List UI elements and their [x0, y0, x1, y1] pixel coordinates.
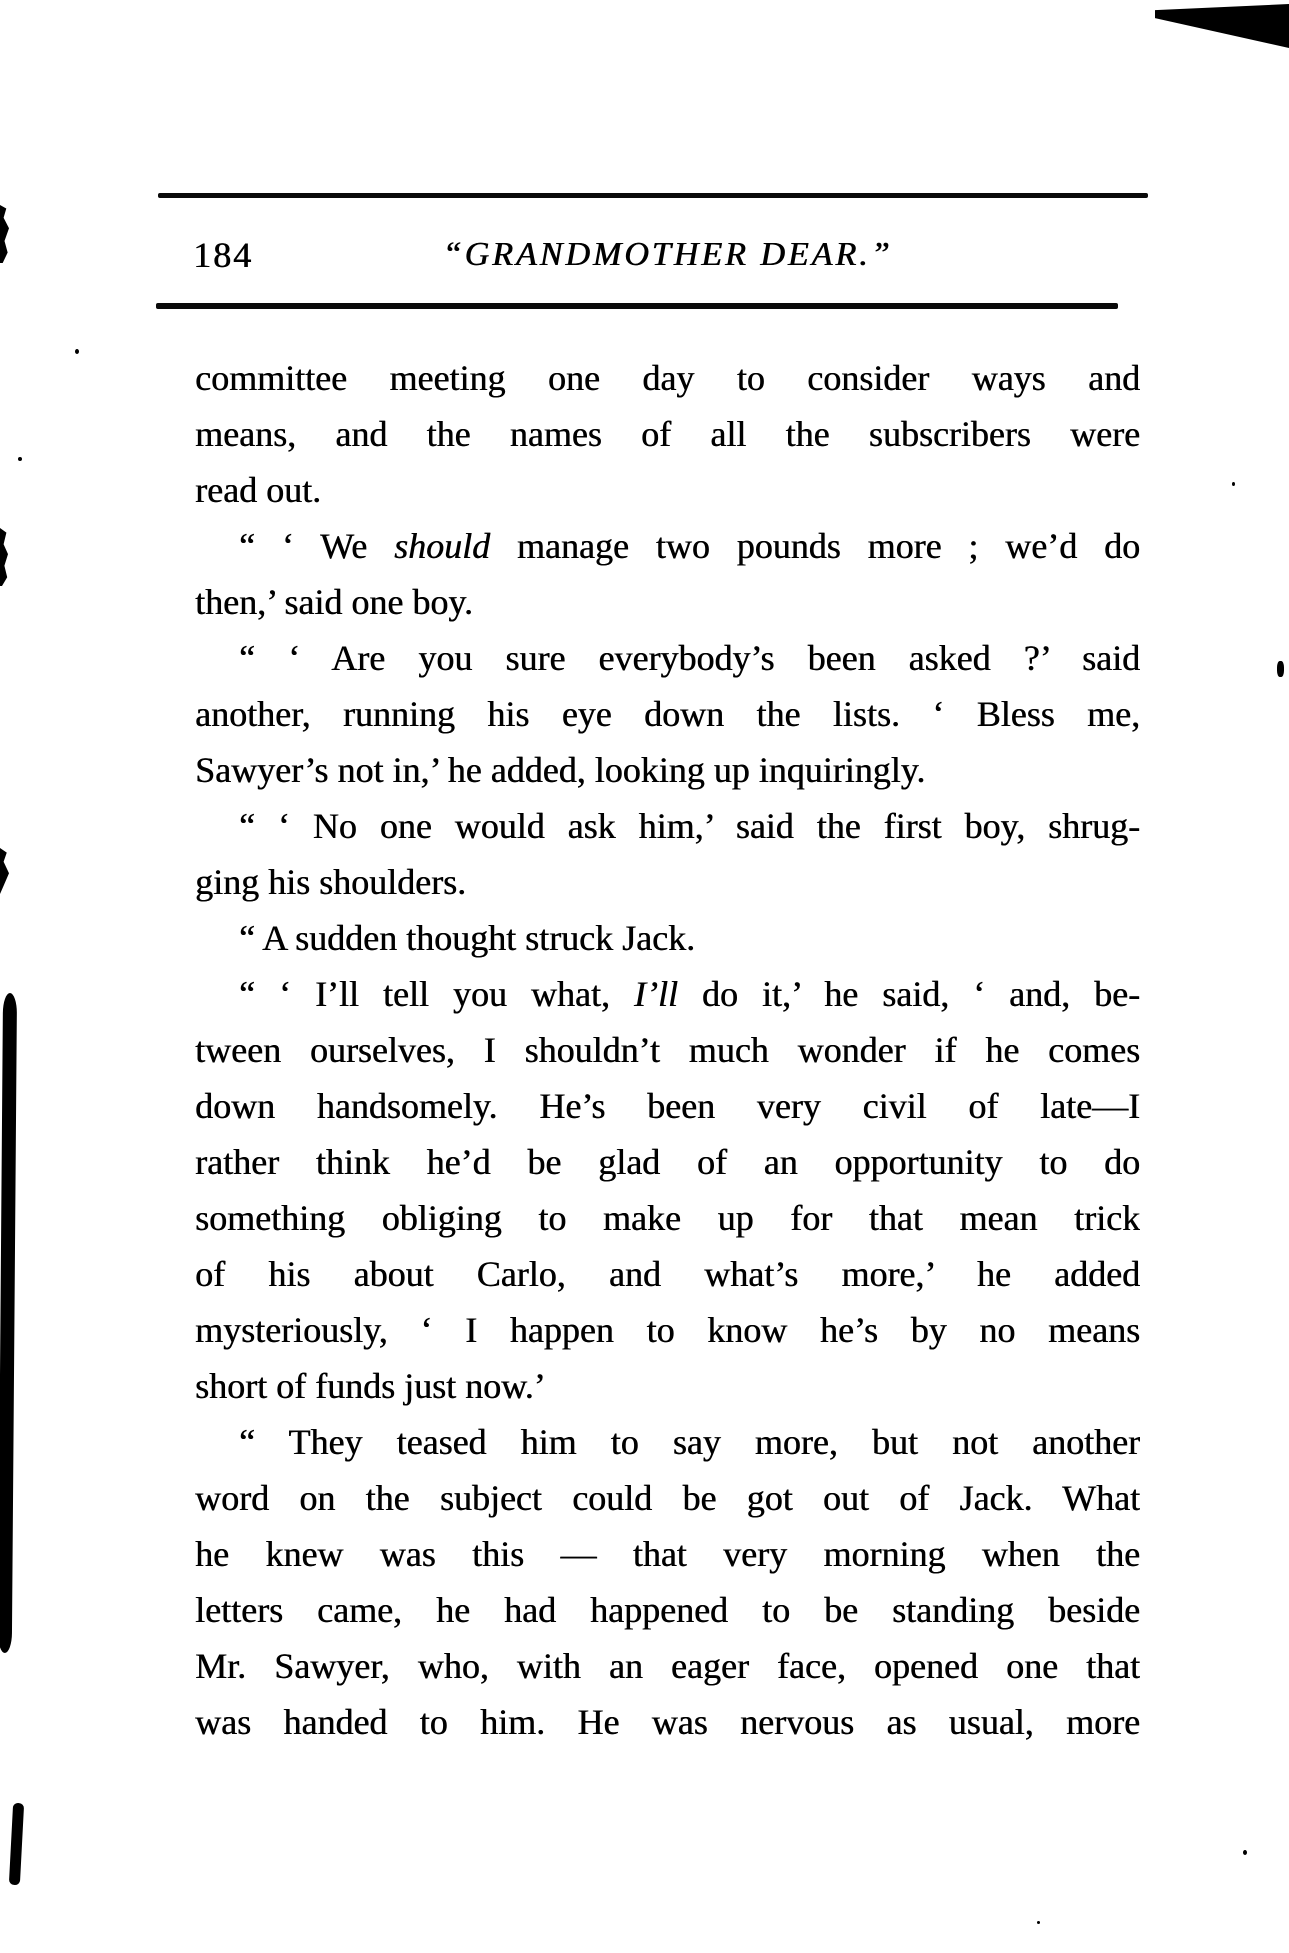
scan-artifact-left-bar-2	[9, 1803, 24, 1885]
text-line: Mr. Sawyer, who, with an eager face, opened one that	[195, 1646, 1140, 1686]
text-line: tween ourselves, I shouldn’t much wonder if he comes	[195, 1030, 1140, 1070]
scan-artifact-speck-4	[1277, 661, 1284, 677]
text-line: word on the subject could be got out of Jack. What	[195, 1478, 1140, 1518]
running-title: “GRANDMOTHER DEAR.”	[442, 236, 893, 273]
text-line: “ ‘ I’ll tell you what, I’ll do it,’ he said, ‘ and, be-	[239, 974, 1140, 1014]
text-line: short of funds just now.’	[195, 1366, 546, 1406]
text-line: letters came, he had happened to be standing beside	[195, 1590, 1140, 1630]
scan-artifact-speck-2	[18, 457, 22, 461]
text-line: committee meeting one day to consider ways and	[195, 358, 1140, 398]
text-line: “ ‘ Are you sure everybody’s been asked ?’ said	[239, 638, 1140, 678]
header-rule-bottom	[156, 303, 1118, 309]
text-line: “ ‘ We should manage two pounds more ; we’d do	[239, 526, 1140, 566]
text-line: means, and the names of all the subscribers were	[195, 414, 1140, 454]
text-line: was handed to him. He was nervous as usual, more	[195, 1702, 1140, 1742]
text-line: then,’ said one boy.	[195, 582, 473, 622]
text-line: he knew was this — that very morning when the	[195, 1534, 1140, 1574]
scan-artifact-speck-6	[1037, 1921, 1040, 1924]
text-line: “ A sudden thought struck Jack.	[239, 918, 695, 958]
body-text	[195, 350, 1140, 1750]
text-line: of his about Carlo, and what’s more,’ he added	[195, 1254, 1140, 1294]
text-line: “ ‘ No one would ask him,’ said the first boy, shrug-	[239, 806, 1140, 846]
scan-artifact-speck-1	[75, 349, 79, 354]
text-line: mysteriously, ‘ I happen to know he’s by no means	[195, 1310, 1140, 1350]
scan-artifact-left-bar-long	[0, 993, 17, 1653]
text-line: another, running his eye down the lists. ‘ Bless me,	[195, 694, 1140, 734]
scan-artifact-left-edge-2	[0, 528, 8, 586]
text-line: “ They teased him to say more, but not another	[239, 1422, 1140, 1462]
text-line: ging his shoulders.	[195, 862, 467, 902]
text-line: read out.	[195, 470, 321, 510]
text-line: rather think he’d be glad of an opportunity to do	[195, 1142, 1140, 1182]
scan-artifact-corner-wedge	[1155, 4, 1289, 48]
page-header	[195, 232, 1140, 278]
page-number: 184	[193, 235, 253, 275]
scan-artifact-speck-5	[1243, 1850, 1247, 1855]
text-line: Sawyer’s not in,’ he added, looking up inquiringly.	[195, 750, 926, 790]
text-line: something obliging to make up for that mean trick	[195, 1198, 1140, 1238]
scan-artifact-left-edge-1	[0, 205, 9, 263]
text-line: down handsomely. He’s been very civil of late—I	[195, 1086, 1140, 1126]
scan-artifact-left-edge-3	[0, 848, 9, 894]
scan-artifact-speck-3	[1232, 482, 1235, 486]
header-rule-top	[158, 193, 1148, 198]
